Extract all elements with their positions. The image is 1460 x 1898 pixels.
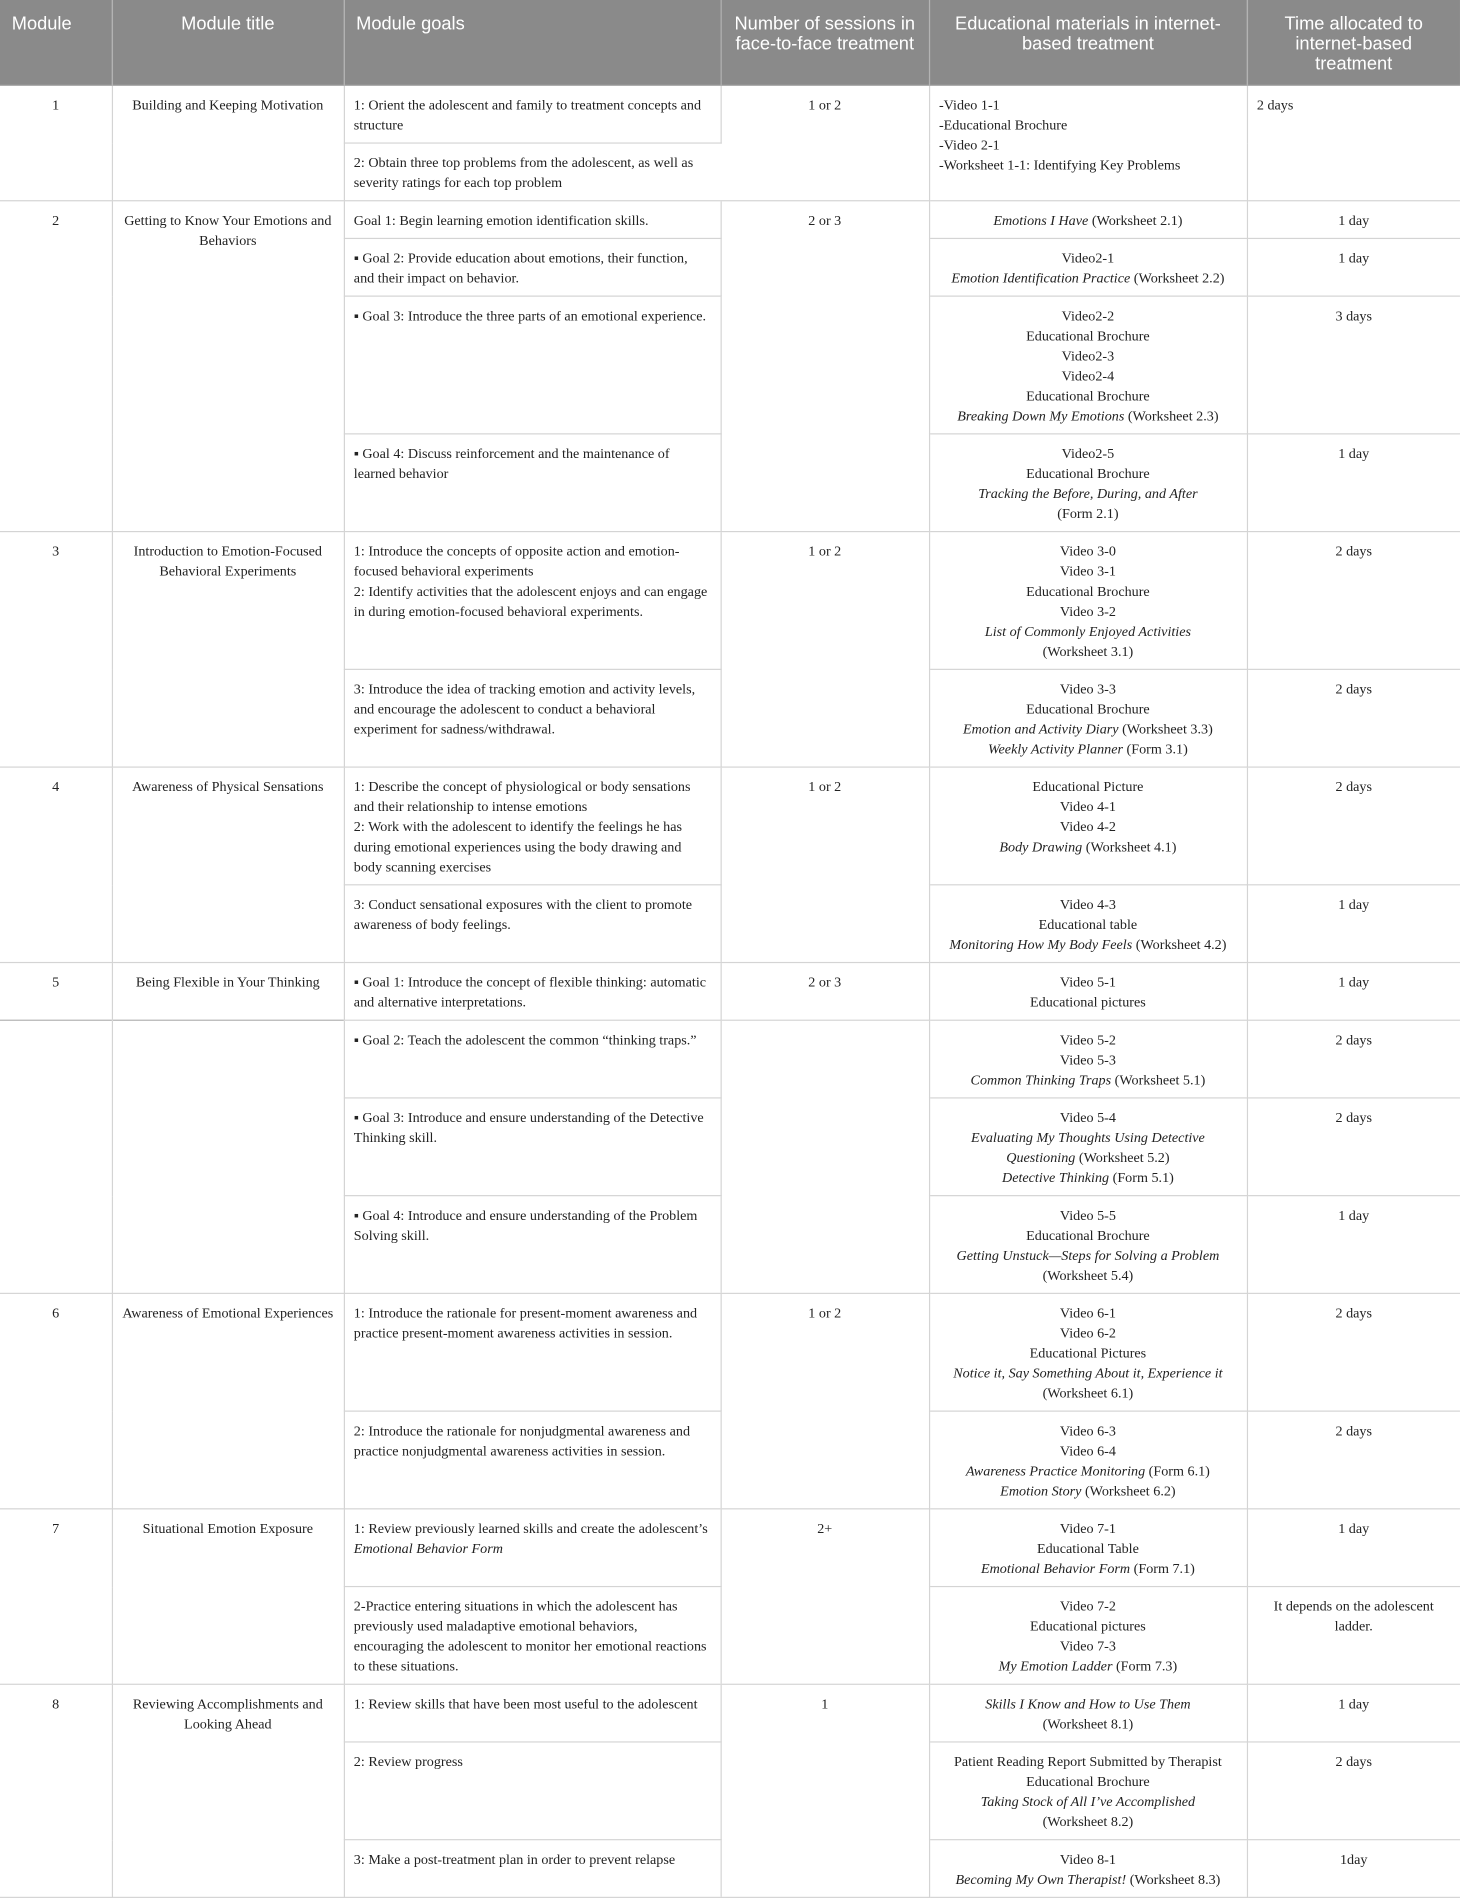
module-goal: 2: Introduce the rationale for nonjudgmental awareness and practice nonjudgmental awareness activities in session. [344,1411,721,1509]
material-item: Educational pictures [1030,993,1146,1011]
worksheet-title: Taking Stock of All I’ve Accomplished [980,1793,1196,1810]
materials-cell [929,669,1247,767]
module-goal: ▪ Goal 3: Introduce the three parts of an emotional experience. [344,296,721,434]
time-allocated: 1 day [1247,238,1460,296]
module-number: 4 [0,767,112,962]
materials-cell [929,238,1247,296]
worksheet-title: Getting Unstuck—Steps for Solving a Problem [956,1246,1220,1264]
material-item: Patient Reading Report Submitted by Therapist [954,1753,1222,1770]
materials-cell [929,434,1247,532]
worksheet-title: Emotion Identification Practice [951,269,1131,287]
worksheet-ref: (Worksheet 3.3) [1118,720,1213,738]
module-goal: ▪ Goal 4: Introduce and ensure understanding of the Problem Solving skill. [344,1196,721,1294]
material-item: -Video 1-1 [938,96,1000,114]
material-item: Educational Brochure [1026,700,1150,718]
material-item: Video 5-4 [1059,1109,1116,1126]
material-item: Educational Brochure [1026,1226,1150,1244]
materials-cell [929,296,1247,434]
time-allocated: It depends on the adolescent ladder. [1247,1587,1460,1685]
material-item: Video 7-2 [1059,1597,1116,1615]
material-item: Video2-1 [1061,249,1115,267]
sessions-count: 1 [721,1684,929,1897]
sessions-count: 1 or 2 [721,767,929,962]
module-goal-text: 1: Introduce the concepts of opposite action and emotion-focused behavioral experiments [353,542,680,580]
materials-cell [929,85,1247,200]
module-number: 3 [0,532,112,767]
module-goal: 2: Obtain three top problems from the adolescent, as well as severity ratings for each top problem [344,143,721,201]
time-allocated: 2 days [1247,1742,1460,1840]
module-goal-text: 1: Review previously learned skills and create the adolescent’s [353,1520,708,1537]
worksheet-title: Common Thinking Traps [970,1071,1112,1088]
module-goal: ▪ Goal 1: Introduce the concept of flexible thinking: automatic and alternative interpretations. [344,963,721,1021]
module-goal-text: 1: Describe the concept of physiological or body sensations and their relationship to intense emotions [353,778,691,815]
module-goal-emphasis: Emotional Behavior Form [353,1540,503,1557]
time-allocated: 3 days [1247,296,1460,434]
table-row [0,1509,1460,1587]
time-allocated: 1 day [1247,1196,1460,1294]
worksheet-ref: (Form 5.1) [1109,1169,1174,1186]
time-allocated: 1 day [1247,1509,1460,1587]
header-module-title: Module title [112,0,344,85]
material-item: Video2-5 [1061,445,1115,462]
empty-cell [0,1020,112,1293]
time-allocated: 2 days [1247,85,1460,200]
worksheet-ref: (Worksheet 8.2) [1042,1813,1134,1830]
material-item: Educational Brochure [1026,582,1150,600]
material-item: Video 6-1 [1059,1304,1116,1322]
materials-cell [929,532,1247,670]
module-goal: Goal 1: Begin learning emotion identification skills. [344,201,721,239]
worksheet-ref: (Worksheet 6.1) [1042,1384,1134,1402]
sessions-count: 1 or 2 [721,1293,929,1508]
worksheet-title: Emotions I Have [993,211,1089,229]
header-time: Time allocated to internet-based treatment [1247,0,1460,85]
module-goal: 3: Conduct sensational exposures with the client to promote awareness of body feelings. [344,885,721,963]
module-goal: 2: Review progress [344,1742,721,1840]
material-item: Video 5-5 [1059,1206,1116,1224]
module-title: Reviewing Accomplishments and Looking Ahead [112,1684,344,1897]
header-materials: Educational materials in internet-based treatment [929,0,1247,85]
worksheet-title: Becoming My Own Therapist! [955,1870,1127,1888]
time-allocated: 1 day [1247,885,1460,963]
material-item: Video2-2 [1061,307,1115,324]
sessions-count: 2+ [721,1509,929,1684]
materials-cell [929,885,1247,963]
module-goal: 1: Review skills that have been most useful to the adolescent [344,1684,721,1742]
module-title: Introduction to Emotion-Focused Behavioral Experiments [112,532,344,767]
module-goal [344,532,721,670]
worksheet-title: Detective Thinking [1001,1169,1110,1186]
module-number: 1 [0,85,112,200]
time-allocated: 2 days [1247,1020,1460,1098]
worksheet-title: Emotional Behavior Form [980,1560,1131,1577]
worksheet-title: Notice it, Say Something About it, Experience it [953,1364,1223,1382]
material-item: Video 4-2 [1059,818,1116,835]
time-allocated: 2 days [1247,1293,1460,1411]
material-item: Educational Brochure [1026,1773,1150,1790]
module-goal: 3: Introduce the idea of tracking emotion and activity levels, and encourage the adolescent to conduct a behavioral experiment for sadness/withdrawal. [344,669,721,767]
module-title: Awareness of Emotional Experiences [112,1293,344,1508]
time-allocated: 2 days [1247,532,1460,670]
material-item: Video 3-3 [1059,680,1116,698]
table-row [0,532,1460,670]
table-row [0,1684,1460,1742]
sessions-count: 2 or 3 [721,963,929,1021]
material-item: Video 5-1 [1059,973,1116,991]
material-item: Educational Brochure [1026,387,1150,404]
worksheet-title: Breaking Down My Emotions [957,407,1125,424]
material-item: Educational table [1038,916,1138,933]
module-title: Awareness of Physical Sensations [112,767,344,962]
material-item: Video 3-1 [1059,562,1116,580]
worksheet-ref: (Worksheet 8.1) [1042,1715,1134,1732]
material-item: -Worksheet 1-1: Identifying Key Problems [938,156,1181,174]
empty-cell [721,1020,929,1293]
material-item: Video 7-3 [1059,1637,1116,1655]
worksheet-ref: (Worksheet 6.2) [1081,1482,1176,1499]
module-goal: ▪ Goal 2: Teach the adolescent the common “thinking traps.” [344,1020,721,1098]
time-allocated: 1day [1247,1840,1460,1898]
sessions-count: 1 or 2 [721,85,929,200]
module-goal [344,1509,721,1587]
materials-cell [929,963,1247,1021]
module-number: 8 [0,1684,112,1897]
module-title: Situational Emotion Exposure [112,1509,344,1684]
empty-cell [112,1020,344,1293]
worksheet-ref: (Worksheet 3.1) [1042,642,1134,660]
time-allocated: 1 day [1247,1684,1460,1742]
worksheet-ref: (Form 7.3) [1112,1657,1178,1675]
worksheet-title: Tracking the Before, During, and After [978,485,1198,502]
material-item: Video 6-4 [1059,1442,1116,1459]
material-item: Video 6-3 [1059,1422,1116,1439]
module-number: 2 [0,201,112,532]
worksheet-title: Evaluating My Thoughts Using Detective Questioning [970,1129,1205,1166]
materials-cell [929,1509,1247,1587]
worksheet-ref: (Worksheet 4.2) [1132,936,1227,953]
sessions-count: 2 or 3 [721,201,929,532]
worksheet-ref: (Form 2.1) [1057,505,1119,522]
module-goal: 2-Practice entering situations in which the adolescent has previously used maladaptive emotional behaviors, encouraging the adolescent to monitor her emotional reactions to these situations. [344,1587,721,1685]
time-allocated: 1 day [1247,434,1460,532]
header-sessions: Number of sessions in face-to-face treatment [721,0,929,85]
table-row [0,767,1460,885]
materials-cell [929,1684,1247,1742]
worksheet-ref: (Worksheet 2.1) [1088,211,1183,229]
module-goal: ▪ Goal 3: Introduce and ensure understanding of the Detective Thinking skill. [344,1098,721,1196]
header-module-goals: Module goals [344,0,721,85]
time-allocated: 1 day [1247,963,1460,1021]
table-row [0,1293,1460,1411]
materials-cell [929,1742,1247,1840]
material-item: Video2-4 [1061,367,1115,384]
material-item: Educational Table [1036,1540,1139,1557]
worksheet-ref: (Form 7.1) [1130,1560,1195,1577]
module-number: 7 [0,1509,112,1684]
worksheet-title: Emotion and Activity Diary [963,720,1119,738]
material-item: Educational Brochure [1026,327,1150,344]
worksheet-title: Monitoring How My Body Feels [949,936,1133,953]
module-goal-text: 2: Work with the adolescent to identify the feelings he has during emotional experiences using the body drawing and body scanning exercises [353,818,683,875]
time-allocated: 2 days [1247,1098,1460,1196]
material-item: Video 8-1 [1059,1850,1116,1868]
module-goal: 3: Make a post-treatment plan in order to prevent relapse [344,1840,721,1898]
module-number: 6 [0,1293,112,1508]
worksheet-title: My Emotion Ladder [998,1657,1113,1675]
worksheet-title: Awareness Practice Monitoring [965,1462,1146,1479]
worksheet-ref: (Worksheet 2.3) [1124,407,1219,424]
worksheet-title: Body Drawing [999,838,1083,855]
worksheet-title: List of Commonly Enjoyed Activities [984,622,1191,640]
module-title: Building and Keeping Motivation [112,85,344,200]
material-item: Video 4-1 [1059,798,1116,815]
material-item: Video 5-2 [1059,1031,1116,1048]
material-item: Video 6-2 [1059,1324,1116,1342]
time-allocated: 2 days [1247,767,1460,885]
table-row [0,963,1460,1021]
materials-cell [929,1587,1247,1685]
material-item: Educational Picture [1032,778,1144,795]
worksheet-ref: (Worksheet 8.3) [1126,1870,1221,1888]
table-row [0,85,1460,143]
module-number: 5 [0,963,112,1021]
module-title: Getting to Know Your Emotions and Behaviors [112,201,344,532]
materials-cell [929,1020,1247,1098]
header-row [0,0,1460,85]
materials-cell [929,1293,1247,1411]
time-allocated: 2 days [1247,1411,1460,1509]
module-goal: 1: Introduce the rationale for present-moment awareness and practice present-moment awareness activities in session. [344,1293,721,1411]
materials-cell [929,1411,1247,1509]
material-item: Video2-3 [1061,347,1115,364]
material-item: Educational Pictures [1029,1344,1147,1362]
module-goal-text: 2: Identify activities that the adolescent enjoys and can engage in during emotion-focused behavioral experiments. [353,582,708,620]
materials-cell [929,1840,1247,1898]
worksheet-ref: (Worksheet 5.4) [1042,1266,1134,1284]
worksheet-ref: (Worksheet 5.2) [1075,1149,1170,1166]
worksheet-ref: (Worksheet 2.2) [1130,269,1225,287]
material-item: -Educational Brochure [938,116,1068,134]
materials-cell [929,201,1247,239]
materials-cell [929,767,1247,885]
worksheet-ref: (Worksheet 4.1) [1082,838,1177,855]
material-item: Educational Brochure [1026,465,1150,482]
time-allocated: 2 days [1247,669,1460,767]
worksheet-title: Skills I Know and How to Use Them [985,1695,1191,1712]
materials-cell [929,1196,1247,1294]
material-item: Educational pictures [1030,1617,1146,1635]
material-item: Video 3-2 [1059,602,1116,620]
material-item: -Video 2-1 [938,136,1000,154]
module-goal: 1: Orient the adolescent and family to treatment concepts and structure [344,85,721,143]
module-goal: ▪ Goal 2: Provide education about emotions, their function, and their impact on behavior. [344,238,721,296]
time-allocated: 1 day [1247,201,1460,239]
module-goal: ▪ Goal 4: Discuss reinforcement and the maintenance of learned behavior [344,434,721,532]
material-item: Video 7-1 [1059,1520,1116,1537]
material-item: Video 4-3 [1059,896,1116,913]
table-row [0,1020,1460,1098]
worksheet-ref: (Form 3.1) [1123,740,1188,758]
table-row [0,201,1460,239]
worksheet-title: Emotion Story [1000,1482,1082,1499]
header-module: Module [0,0,112,85]
materials-cell [929,1098,1247,1196]
worksheet-title: Weekly Activity Planner [988,740,1124,758]
module-title: Being Flexible in Your Thinking [112,963,344,1021]
material-item: Video 5-3 [1059,1051,1116,1068]
sessions-count: 1 or 2 [721,532,929,767]
material-item: Video 3-0 [1059,542,1116,560]
module-goal [344,767,721,885]
worksheet-ref: (Form 6.1) [1145,1462,1210,1479]
worksheet-ref: (Worksheet 5.1) [1111,1071,1206,1088]
